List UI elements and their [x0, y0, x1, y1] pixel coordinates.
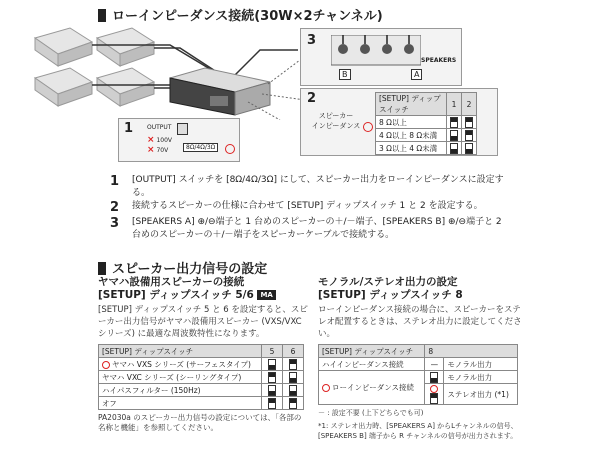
- yamaha-speaker-settings: [98, 276, 308, 433]
- step-text: 接続するスピーカーの仕様に合わせて [SETUP] ディップスイッチ 1 と 2 を設定する。: [132, 201, 483, 211]
- section-title-text: スピーカー出力信号の設定: [112, 262, 268, 277]
- row-value: モノラル出力: [444, 371, 518, 384]
- amplifier-icon: [170, 68, 270, 115]
- note-dash: － : 設定不要 (上下どちらでも可): [318, 409, 424, 417]
- row-value: モノラル出力: [444, 358, 518, 371]
- dip-switch-icon: [430, 393, 438, 404]
- dip-switch-icon: [268, 359, 276, 370]
- dip-switch-icon: [450, 130, 458, 141]
- vxs-switch-table: [98, 344, 304, 410]
- step-item: [110, 174, 530, 200]
- stereo-switch-table: [318, 344, 518, 405]
- x-mark-icon: ×: [147, 135, 155, 145]
- speaker-icon: [35, 28, 92, 66]
- selected-marker-icon: [363, 122, 373, 132]
- table-row: [99, 371, 304, 384]
- x-mark-icon: ×: [147, 145, 155, 155]
- description: [SETUP] ディップスイッチ 5 と 6 を設定すると、スピーカー出力信号がヤマハ設備用スピーカー (VXS/VXC シリーズ) に最適な周波数特性になります。: [98, 305, 308, 339]
- option-100v-label: 100V: [156, 137, 173, 144]
- terminal-label-b: B: [339, 69, 351, 80]
- terminal-label-a: A: [411, 69, 422, 80]
- row-label: ローインピーダンス接続: [332, 383, 415, 392]
- dip-switch-icon: [289, 372, 297, 383]
- row-label: 4 Ω以上 8 Ω未満: [376, 129, 447, 142]
- step-number: 1: [110, 174, 120, 189]
- table-row: [319, 371, 518, 384]
- section-title-output-signal: [98, 258, 267, 277]
- switch-icon: [177, 123, 188, 135]
- mono-stereo-settings: [318, 276, 528, 441]
- dip-switch-icon: [465, 117, 473, 128]
- description: ローインピーダンス接続の場合に、スピーカーをステレオ配置するときは、ステレオ出力に設定してください。: [318, 305, 522, 339]
- option-70v: [147, 145, 168, 155]
- step-number: 3: [110, 216, 120, 231]
- dip-switch-icon: [465, 130, 473, 141]
- step-item: [110, 200, 530, 216]
- callout-2-setup-switch: [300, 88, 498, 156]
- selected-marker-icon: [102, 361, 110, 369]
- table-row: [376, 129, 477, 142]
- table-header: [SETUP] ディップスイッチ: [376, 93, 447, 116]
- subtitle-text: [SETUP] ディップスイッチ 5/6: [98, 289, 254, 301]
- table-row: [99, 397, 304, 410]
- col-2-header: 2: [462, 93, 477, 116]
- col-1-header: 1: [447, 93, 462, 116]
- row-label: ハイパスフィルター (150Hz): [99, 384, 262, 397]
- selected-marker-icon: [430, 385, 438, 393]
- subtitle: モノラル/ステレオ出力の設定: [318, 276, 458, 288]
- table-row: [99, 384, 304, 397]
- steps-list: [110, 174, 530, 244]
- dip-switch-icon: [268, 398, 276, 409]
- table-row: [99, 358, 304, 371]
- row-label: ヤマハ VXC シリーズ (シーリングタイプ): [99, 371, 262, 384]
- row-value: ステレオ出力 (*1): [444, 384, 518, 405]
- row-label: オフ: [99, 397, 262, 410]
- dip-switch-icon: [465, 143, 473, 154]
- speaker-icon: [97, 68, 154, 106]
- speaker-icon: [97, 28, 154, 66]
- dip-switch-icon: [289, 398, 297, 409]
- selected-marker-icon: [225, 144, 235, 154]
- col-5-header: 5: [262, 345, 283, 358]
- col-6-header: 6: [283, 345, 304, 358]
- row-dash: —: [425, 358, 444, 371]
- step-text: [SPEAKERS A] ⊕/⊖端子と 1 台めのスピーカーの＋/－端子、[SPEAKERS B] ⊕/⊖端子と 2 台めのスピーカーの＋/－端子をスピーカーケーブルで接続する。: [132, 217, 502, 240]
- dip-switch-icon: [268, 385, 276, 396]
- selected-marker-icon: [322, 384, 330, 392]
- callout-3-number: 3: [307, 33, 317, 48]
- output-label: OUTPUT: [147, 124, 172, 131]
- callout-2-number: 2: [307, 91, 317, 106]
- row-label: 3 Ω以上 4 Ω未満: [376, 142, 447, 155]
- option-70v-label: 70V: [156, 147, 169, 154]
- row-label: ヤマハ VXS シリーズ (サーフェスタイプ): [112, 359, 251, 369]
- row-label: 8 Ω以上: [376, 116, 447, 129]
- table-row: [376, 116, 477, 129]
- callout-1-number: 1: [124, 121, 134, 136]
- ma-badge: MA: [257, 290, 275, 300]
- note-1: *1: ステレオ出力時、[SPEAKERS A] からLチャンネルの信号、[SPEAKERS B] 端子から R チャンネルの信号が出力されます。: [318, 422, 518, 440]
- terminal-block-icon: [331, 35, 421, 67]
- row-label: ハイインピーダンス接続: [319, 358, 425, 371]
- option-100v: [147, 135, 172, 145]
- table-row: [319, 358, 518, 371]
- section-title-text: ローインピーダンス接続(30W×2チャンネル): [112, 9, 383, 24]
- step-text: [OUTPUT] スイッチを [8Ω/4Ω/3Ω] にして、スピーカー出力をローインピーダンスに設定する。: [132, 175, 504, 198]
- dip-switch-icon: [268, 372, 276, 383]
- title-marker: [98, 262, 106, 275]
- dip-switch-icon: [430, 372, 438, 383]
- step-item: [110, 216, 530, 244]
- subtitle: [98, 289, 308, 302]
- dip-switch-icon: [450, 143, 458, 154]
- table-header: [SETUP] ディップスイッチ: [99, 345, 262, 358]
- subtitle: [SETUP] ディップスイッチ 8: [318, 289, 463, 301]
- callout-1-output-switch: [118, 118, 240, 162]
- speaker-icon: [35, 68, 92, 106]
- impedance-switch-table: [375, 92, 477, 155]
- col-8-header: 8: [425, 345, 518, 358]
- dip-switch-icon: [450, 117, 458, 128]
- step-number: 2: [110, 200, 120, 215]
- dip-switch-icon: [289, 359, 297, 370]
- speaker-impedance-label: スピーカー インピーダンス: [311, 112, 361, 130]
- table-header: [SETUP] ディップスイッチ: [319, 345, 425, 358]
- dip-switch-icon: [289, 385, 297, 396]
- subtitle: ヤマハ設備用スピーカーの接続: [98, 276, 245, 288]
- callout-3-speaker-terminals: [300, 28, 462, 86]
- table-row: [376, 142, 477, 155]
- option-ohm: 8Ω/4Ω/3Ω: [183, 143, 218, 152]
- speakers-label: SPEAKERS: [421, 57, 457, 64]
- footnote: PA2030a のスピーカー出力信号の設定については、「各部の名称と機能」を参照してください。: [98, 413, 302, 432]
